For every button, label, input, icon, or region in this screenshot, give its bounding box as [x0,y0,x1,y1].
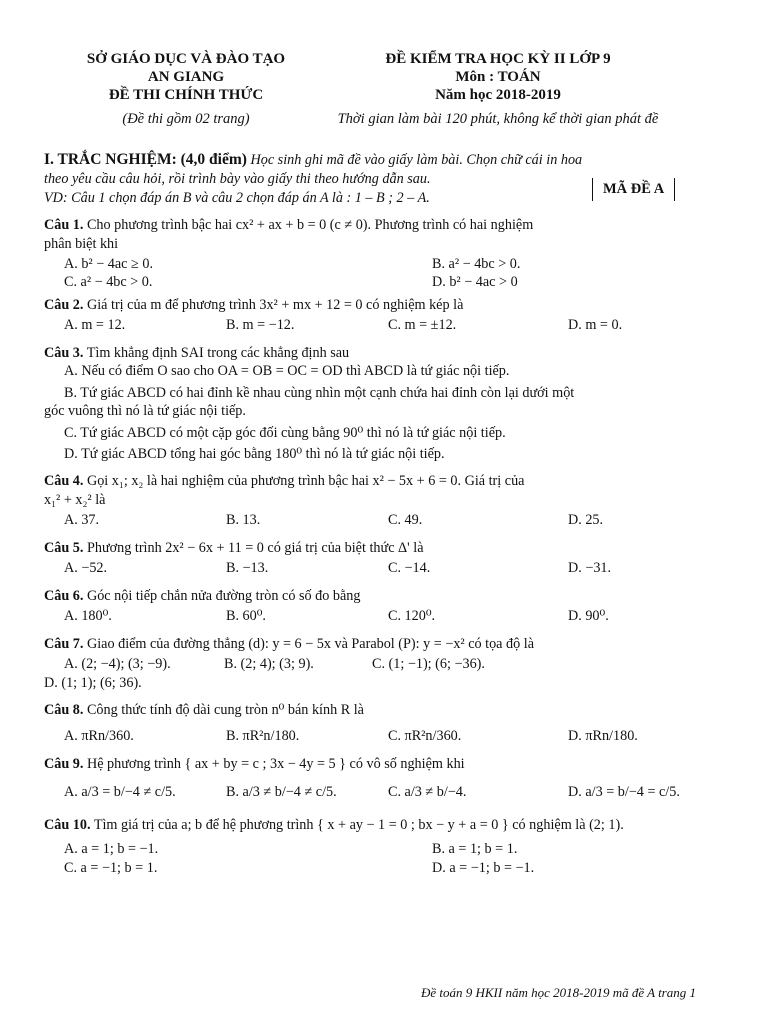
question-label: Câu 8. [44,702,84,719]
time-note: Thời gian làm bài 120 phút, không kể thời gian phát đề [337,111,659,127]
option-d: D. 25. [568,512,604,529]
question-1 [44,216,700,292]
option-a: A. b² − 4ac ≥ 0. [64,255,153,272]
question-text: Phương trình 2x² − 6x + 11 = 0 có giá trị của biệt thức Δ' là [86,539,424,556]
question-label: Câu 1. [44,217,84,234]
options [44,511,700,529]
option-b: B. a = 1; b = 1. [432,841,518,858]
page-footer: Đề toán 9 HKII năm học 2018-2019 mã đề A trang 1 [420,985,696,1000]
header-left [40,50,332,128]
option-a: A. −52. [64,560,108,577]
question-text: Gọi x₁; x₂ là hai nghiệm của phương trình bậc hai x² − 5x + 6 = 0. Giá trị của [86,473,525,490]
option-a: A. a/3 = b/−4 ≠ c/5. [64,784,176,801]
option-b: B. 60⁰. [226,608,266,625]
options [44,655,700,692]
question-text: Tìm giá trị của a; b để hệ phương trình { x + ay − 1 = 0 ; bx − y + a = 0 } có nghiệm là (2; 1). [93,816,624,833]
options [44,607,700,625]
question-label: Câu 6. [44,587,84,604]
option-a: A. a = 1; b = −1. [64,841,159,858]
option-d: D. a = −1; b = −1. [432,859,535,876]
option-d: D. 90⁰. [568,608,609,625]
page-count-note: (Đề thi gồm 02 trang) [122,111,250,127]
subject-label: Môn : TOÁN [455,69,541,85]
question-label: Câu 5. [44,539,84,556]
question-label: Câu 4. [44,473,84,490]
option-a: A. πRn/360. [64,728,134,745]
question-text-cont: x₁² + x₂² là [44,491,106,508]
option-a: A. (2; −4); (3; −9). [64,656,171,673]
question-label: Câu 7. [44,635,84,652]
department-name: SỞ GIÁO DỤC VÀ ĐÀO TẠO [86,51,286,67]
question-label: Câu 2. [44,296,84,313]
question-9 [44,755,700,802]
question-7 [44,635,700,692]
option-b: B. 13. [226,512,261,529]
question-label: Câu 3. [44,344,84,361]
option-a: A. m = 12. [64,317,126,334]
school-year: Năm học 2018-2019 [435,87,561,103]
question-text: Giao điểm của đường thẳng (d): y = 6 − 5x và Parabol (P): y = −x² có tọa độ là [86,635,534,652]
option-b: B. a/3 ≠ b/−4 ≠ c/5. [226,784,337,801]
option-d: D. b² − 4ac > 0 [432,274,518,291]
option-c: C. −14. [388,560,431,577]
options [44,783,700,801]
option-b: B. a² − 4bc > 0. [432,255,521,272]
question-label: Câu 10. [44,816,91,833]
option-c: C. 120⁰. [388,608,436,625]
options [44,559,700,577]
option-d: D. m = 0. [568,317,623,334]
question-text: Giá trị của m để phương trình 3x² + mx + 12 = 0 có nghiệm kép là [86,296,464,313]
question-text-cont: phân biệt khi [44,235,119,252]
question-4 [44,472,700,529]
option-a: A. Nếu có điểm O sao cho OA = OB = OC = OD thì ABCD là tứ giác nội tiếp. [64,363,510,380]
option-a: A. 180⁰. [64,608,112,625]
question-text: Góc nội tiếp chắn nửa đường tròn có số đo bằng [86,587,361,604]
options [44,727,700,745]
option-c: C. m = ±12. [388,317,457,334]
section-instruction-1: Học sinh ghi mã đề vào giấy làm bài. Chọn chữ cái in hoa [250,152,583,168]
option-d: D. (1; 1); (6; 36). [44,674,142,691]
section-title: I. TRẮC NGHIỆM: (4,0 điểm) [44,151,247,168]
question-8 [44,701,700,746]
option-c: C. a = −1; b = 1. [64,859,158,876]
question-6 [44,587,700,626]
options [44,840,700,877]
official-exam-label: ĐỀ THI CHÍNH THỨC [108,87,264,103]
option-b: B. πR²n/180. [226,728,300,745]
option-b: B. (2; 4); (3; 9). [224,656,314,673]
option-c: C. (1; −1); (6; −36). [372,656,485,673]
option-d: D. Tứ giác ABCD tổng hai góc bằng 180⁰ thì nó là tứ giác nội tiếp. [64,446,445,463]
option-c: C. Tứ giác ABCD có một cặp góc đối cùng bằng 90⁰ thì nó là tứ giác nội tiếp. [64,424,506,441]
option-a: A. 37. [64,512,100,529]
options [44,316,700,334]
option-b: B. −13. [226,560,269,577]
exam-code-box: MÃ ĐỀ A [592,178,675,201]
options [44,255,700,292]
section-heading [44,150,700,170]
question-text: Hệ phương trình { ax + by = c ; 3x − 4y = 5 } có vô số nghiệm khi [86,755,465,772]
header-right [298,50,698,128]
section-instruction-2: theo yêu cầu câu hỏi, rồi trình bày vào giấy thi theo hướng dẫn sau. [44,171,431,188]
question-text: Cho phương trình bậc hai cx² + ax + b = 0 (c ≠ 0). Phương trình có hai nghiệm [86,217,534,234]
question-label: Câu 9. [44,755,84,772]
option-b: B. m = −12. [226,317,295,334]
question-5 [44,539,700,578]
exam-body [44,150,700,877]
option-d: D. −31. [568,560,612,577]
question-3 [44,344,700,464]
section-example: VD: Câu 1 chọn đáp án B và câu 2 chọn đáp án A là : 1 – B ; 2 – A. [44,189,430,206]
option-b-cont: góc vuông thì nó là tứ giác nội tiếp. [44,403,246,420]
option-d: D. πRn/180. [568,728,638,745]
option-c: C. πR²n/360. [388,728,462,745]
option-c: C. a/3 ≠ b/−4. [388,784,467,801]
option-c: C. a² − 4bc > 0. [64,274,153,291]
question-10 [44,816,700,877]
option-c: C. 49. [388,512,423,529]
province-name: AN GIANG [147,69,225,85]
option-d: D. a/3 = b/−4 = c/5. [568,784,680,801]
question-2 [44,296,700,335]
question-text: Công thức tính độ dài cung tròn n⁰ bán kính R là [86,702,364,719]
exam-title: ĐỀ KIỂM TRA HỌC KỲ II LỚP 9 [385,51,611,67]
question-text: Tìm khẳng định SAI trong các khẳng định sau [86,344,350,361]
option-b: B. Tứ giác ABCD có hai đỉnh kề nhau cùng nhìn một cạnh chứa hai đỉnh còn lại dưới một [64,384,575,401]
